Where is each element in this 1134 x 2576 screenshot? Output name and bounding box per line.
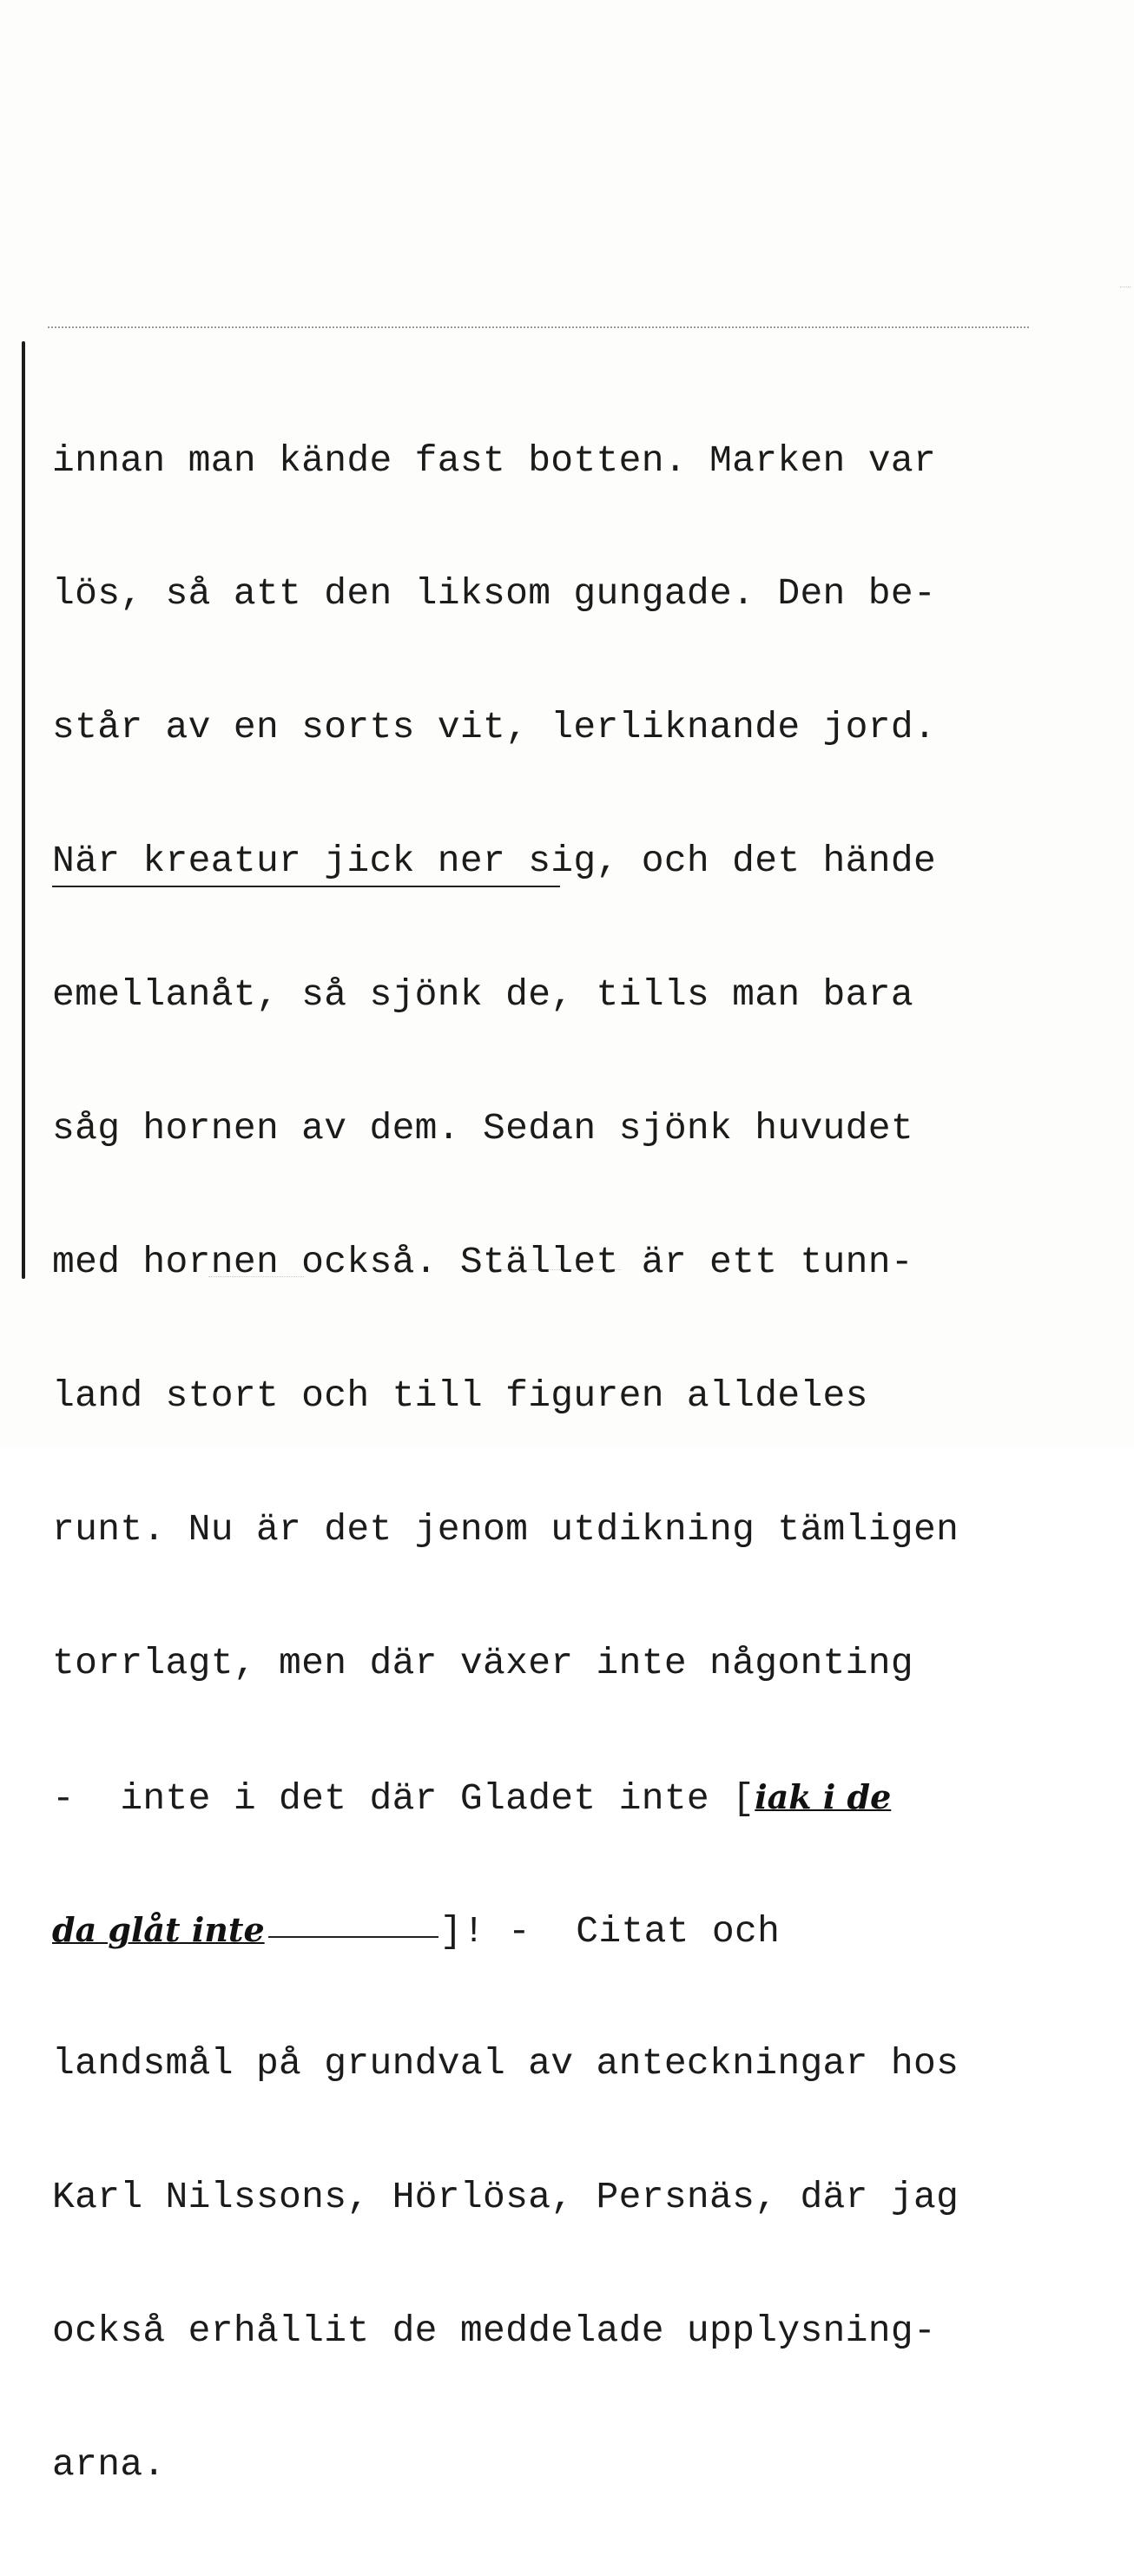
text-line: med hornen också. Stället är ett tunn- bbox=[52, 1240, 913, 1283]
left-margin-line bbox=[22, 341, 25, 1279]
text-line: arna. bbox=[52, 2442, 166, 2486]
typed-fragment: ]! - Citat och bbox=[439, 1910, 781, 1953]
text-line: landsmål på grundval av anteckningar hos bbox=[52, 2042, 959, 2085]
typed-fragment: - inte i det där Gladet inte bbox=[52, 1776, 733, 1820]
text-line: står av en sorts vit, lerliknande jord. bbox=[52, 706, 937, 749]
text-line: innan man kände fast botten. Marken var bbox=[52, 438, 937, 482]
text-line: När kreatur jick ner sig, och det hände bbox=[52, 840, 937, 883]
handwritten-insertion: iak i de bbox=[755, 1776, 892, 1816]
text-line: såg hornen av dem. Sedan sjönk huvudet bbox=[52, 1107, 913, 1150]
text-line: också erhållit de meddelade upplysning- bbox=[52, 2309, 937, 2353]
handwritten-blank-line bbox=[268, 1936, 438, 1938]
text-line: land stort och till figuren alldeles bbox=[52, 1374, 868, 1417]
top-dotted-rule bbox=[48, 326, 1029, 328]
text-line: torrlagt, men där växer inte någonting bbox=[52, 1641, 913, 1684]
handwritten-underline bbox=[52, 886, 560, 887]
typed-text-block bbox=[52, 349, 1129, 2576]
handwritten-insertion: da glåt inte bbox=[52, 1910, 265, 1950]
text-line: lös, så att den liksom gungade. Den be- bbox=[52, 572, 937, 616]
text-line-with-handwriting bbox=[52, 1775, 1129, 1819]
text-line: Karl Nilssons, Hörlösa, Persnäs, där jag bbox=[52, 2176, 959, 2219]
text-line: emellanåt, så sjönk de, tills man bara bbox=[52, 973, 913, 1017]
text-line: runt. Nu är det jenom utdikning tämligen bbox=[52, 1507, 959, 1551]
bracket-open: [ bbox=[732, 1776, 755, 1820]
text-line-with-handwriting bbox=[52, 1907, 1129, 1952]
